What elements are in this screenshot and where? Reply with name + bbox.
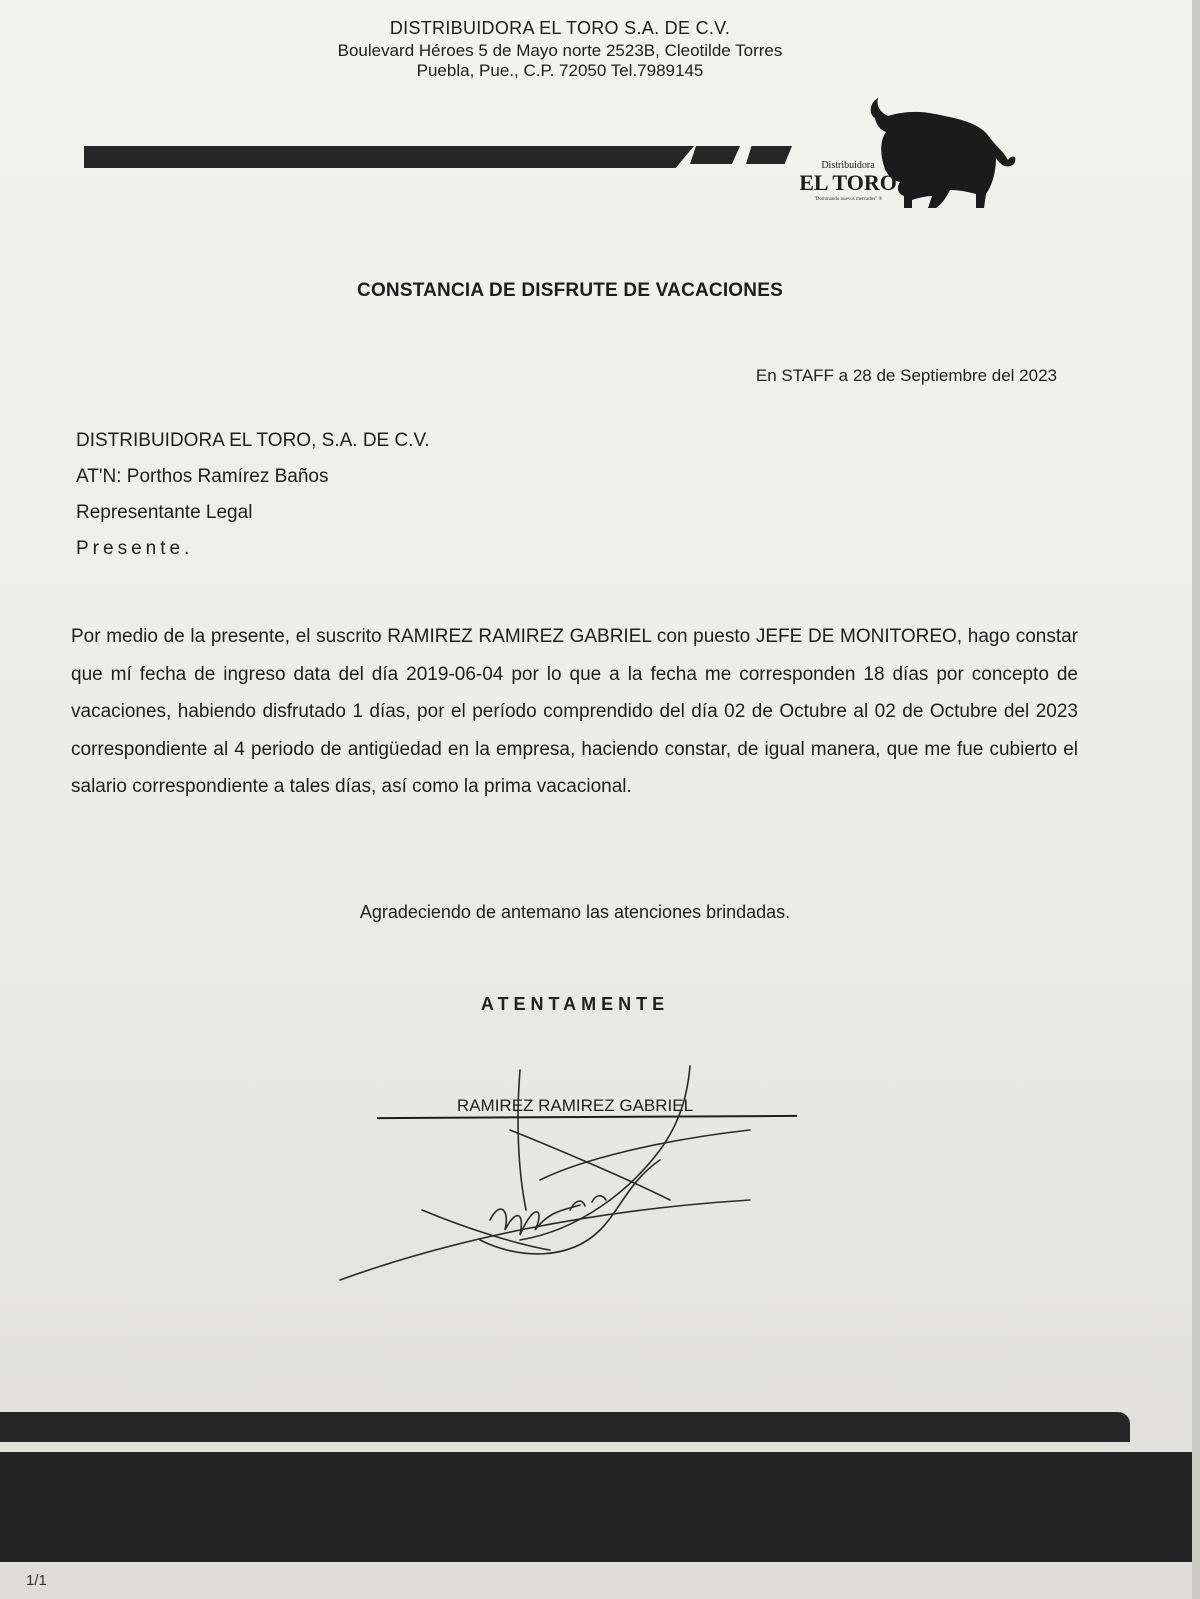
logo-small-text: Distribuidora: [821, 160, 875, 171]
closing-line: Agradeciendo de antemano las atenciones brindadas.: [359, 902, 791, 922]
footer-decorative-bar: [0, 1412, 1130, 1442]
addressee-company: DISTRIBUIDORA EL TORO, S.A. DE C.V.: [76, 430, 430, 451]
document-title: CONSTANCIA DE DISFRUTE DE VACACIONES: [357, 280, 783, 301]
header-address-line1: Boulevard Héroes 5 de Mayo norte 2523B, Cleotilde Torres: [337, 41, 783, 60]
place-date: En STAFF a 28 de Septiembre del 2023: [755, 366, 1057, 385]
header-bar-segment: [746, 146, 792, 164]
header-company-name: DISTRIBUIDORA EL TORO S.A. DE C.V.: [389, 18, 731, 38]
addressee-role: Representante Legal: [76, 502, 253, 523]
header-address-line2: Puebla, Pue., C.P. 72050 Tel.7989145: [416, 61, 704, 80]
logo-brand: EL TORO: [800, 170, 897, 195]
company-logo: [800, 90, 1030, 220]
addressee-block: [76, 430, 430, 574]
header-address: [0, 41, 1120, 81]
logo-tagline: "Dominando nuevos mercados" ®: [813, 197, 883, 202]
addressee-attn: AT'N: Porthos Ramírez Baños: [76, 466, 329, 487]
body-paragraph: Por medio de la presente, el suscrito RAMIREZ RAMIREZ GABRIEL con puesto JEFE DE MONITOREO, hago constar que mí fecha de ingreso data del día 2019-06-04 por lo que a la fecha me corresponden 18 días por concepto de vacaciones, habiendo disfrutado 1 días, por el período comprendido del día 02 de Octubre al 02 de Octubre del 2023 correspondiente al 4 periodo de antigüedad en la empresa, haciendo constar, de igual manera, que me fue cubierto el salario correspondiente a tales días, así como la prima vacacional.: [71, 626, 1078, 797]
page-edge-shadow: [1192, 0, 1200, 1599]
header-decorative-bar: [84, 146, 694, 168]
handwritten-signature: [330, 1060, 790, 1305]
footer-redaction-block: [0, 1452, 1192, 1562]
header-bar-segment: [690, 146, 740, 164]
page-number: 1/1: [26, 1572, 47, 1589]
sign-off: ATENTAMENTE: [480, 994, 670, 1014]
signer-name: RAMIREZ RAMIREZ GABRIEL: [456, 1096, 694, 1115]
addressee-presente: Presente.: [76, 538, 194, 559]
